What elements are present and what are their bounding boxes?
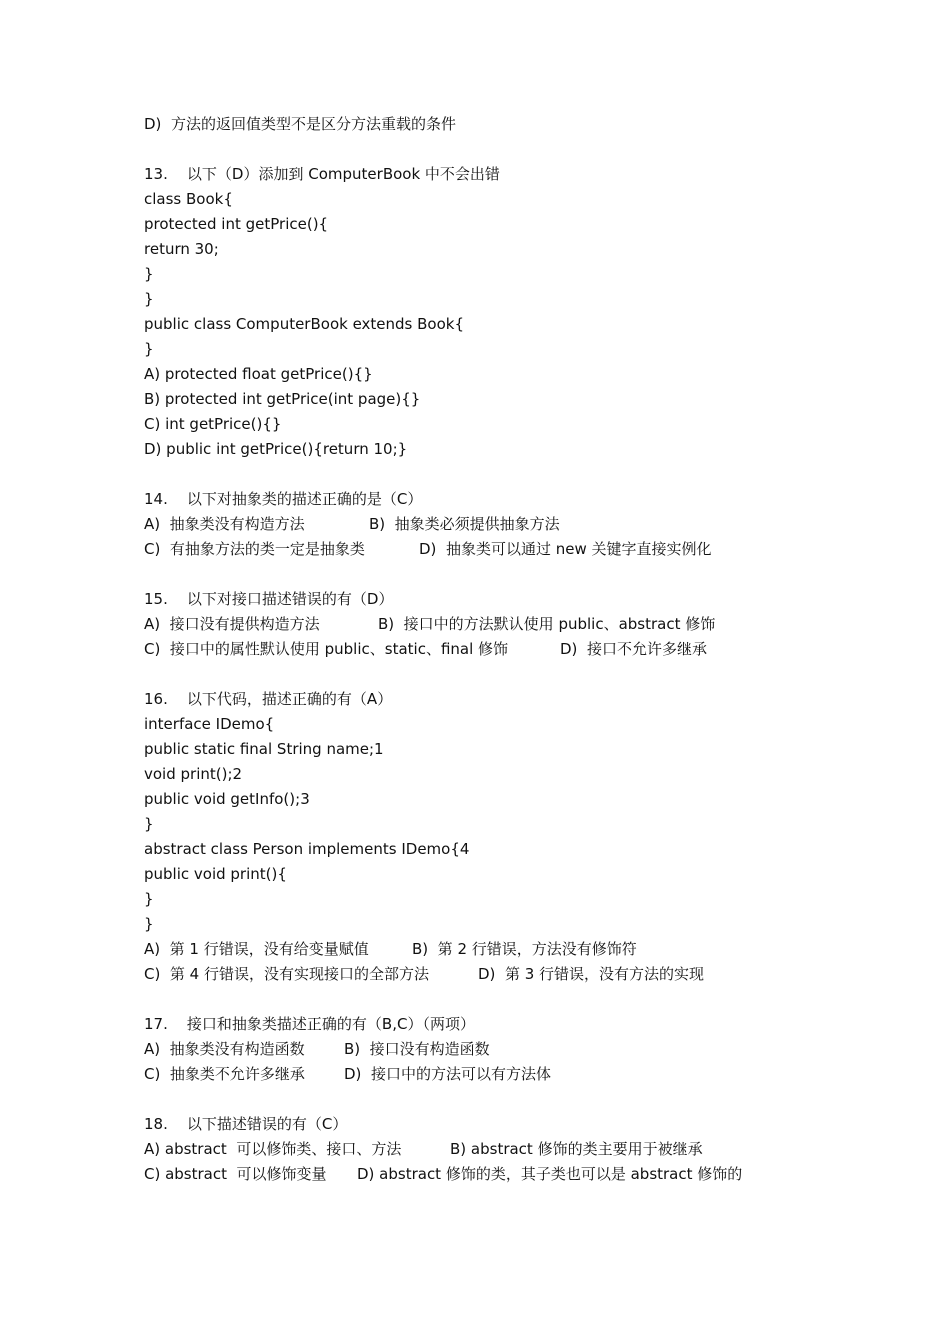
spacer (144, 987, 824, 1012)
code-line: } (144, 340, 154, 358)
code-line: } (144, 265, 154, 283)
code-line: public static final String name;1 (144, 740, 384, 758)
q16-option-c: C) 第 4 行错误，没有实现接口的全部方法 (144, 965, 429, 983)
q14-options-row-2 (144, 537, 824, 562)
q13-option-c: C) int getPrice(){} (144, 415, 282, 433)
q13-title: 13. 以下（D）添加到 ComputerBook 中不会出错 (144, 165, 500, 183)
q14-title: 14. 以下对抽象类的描述正确的是（C） (144, 490, 423, 508)
code-line: void print();2 (144, 765, 243, 783)
q15-title: 15. 以下对接口描述错误的有（D） (144, 590, 394, 608)
code-line: class Book{ (144, 190, 233, 208)
q17-option-b: B) 接口没有构造函数 (344, 1040, 490, 1058)
q18-option-a: A) abstract 可以修饰类、接口、方法 (144, 1140, 402, 1158)
q13-option-d: D) public int getPrice(){return 10;} (144, 440, 408, 458)
q12-option-d: D) 方法的返回值类型不是区分方法重载的条件 (144, 115, 456, 133)
spacer (144, 137, 824, 162)
q16-options-row-2 (144, 962, 824, 987)
q14-option-c: C) 有抽象方法的类一定是抽象类 (144, 540, 365, 558)
q14-options-row-1 (144, 512, 824, 537)
q16-title: 16. 以下代码，描述正确的有（A） (144, 690, 393, 708)
spacer (144, 562, 824, 587)
code-line: public void print(){ (144, 865, 287, 883)
code-line: } (144, 815, 154, 833)
code-line: public void getInfo();3 (144, 790, 310, 808)
q18-option-c: C) abstract 可以修饰变量 (144, 1165, 327, 1183)
q14-option-d: D) 抽象类可以通过 new 关键字直接实例化 (419, 540, 712, 558)
q17-options-row-2 (144, 1062, 824, 1087)
q16-option-d: D) 第 3 行错误，没有方法的实现 (478, 965, 705, 983)
q18-option-d: D) abstract 修饰的类，其子类也可以是 abstract 修饰的 (357, 1165, 743, 1183)
q15-option-b: B) 接口中的方法默认使用 public、abstract 修饰 (378, 615, 716, 633)
q13-option-b: B) protected int getPrice(int page){} (144, 390, 421, 408)
code-line: interface IDemo{ (144, 715, 275, 733)
q18-title: 18. 以下描述错误的有（C） (144, 1115, 348, 1133)
code-line: return 30; (144, 240, 219, 258)
code-line: public class ComputerBook extends Book{ (144, 315, 465, 333)
q14-option-a: A) 抽象类没有构造方法 (144, 515, 305, 533)
q13-option-a: A) protected float getPrice(){} (144, 365, 373, 383)
code-line: protected int getPrice(){ (144, 215, 329, 233)
q18-options-row-1 (144, 1137, 824, 1162)
q16-option-a: A) 第 1 行错误，没有给变量赋值 (144, 940, 369, 958)
q17-option-c: C) 抽象类不允许多继承 (144, 1065, 305, 1083)
code-line: } (144, 890, 154, 908)
q16-option-b: B) 第 2 行错误，方法没有修饰符 (412, 940, 637, 958)
q15-options-row-2 (144, 637, 824, 662)
q15-option-d: D) 接口不允许多继承 (560, 640, 707, 658)
q16-options-row-1 (144, 937, 824, 962)
spacer (144, 1087, 824, 1112)
q18-option-b: B) abstract 修饰的类主要用于被继承 (450, 1140, 703, 1158)
code-line: } (144, 915, 154, 933)
q15-options-row-1 (144, 612, 824, 637)
document-page (144, 112, 824, 1187)
spacer (144, 462, 824, 487)
q18-options-row-2 (144, 1162, 824, 1187)
spacer (144, 662, 824, 687)
q15-option-a: A) 接口没有提供构造方法 (144, 615, 320, 633)
q17-options-row-1 (144, 1037, 824, 1062)
q17-title: 17. 接口和抽象类描述正确的有（B,C）（两项） (144, 1015, 475, 1033)
code-line: abstract class Person implements IDemo{4 (144, 840, 470, 858)
q14-option-b: B) 抽象类必须提供抽象方法 (369, 515, 560, 533)
q15-option-c: C) 接口中的属性默认使用 public、static、final 修饰 (144, 640, 509, 658)
q17-option-d: D) 接口中的方法可以有方法体 (344, 1065, 551, 1083)
q17-option-a: A) 抽象类没有构造函数 (144, 1040, 305, 1058)
code-line: } (144, 290, 154, 308)
